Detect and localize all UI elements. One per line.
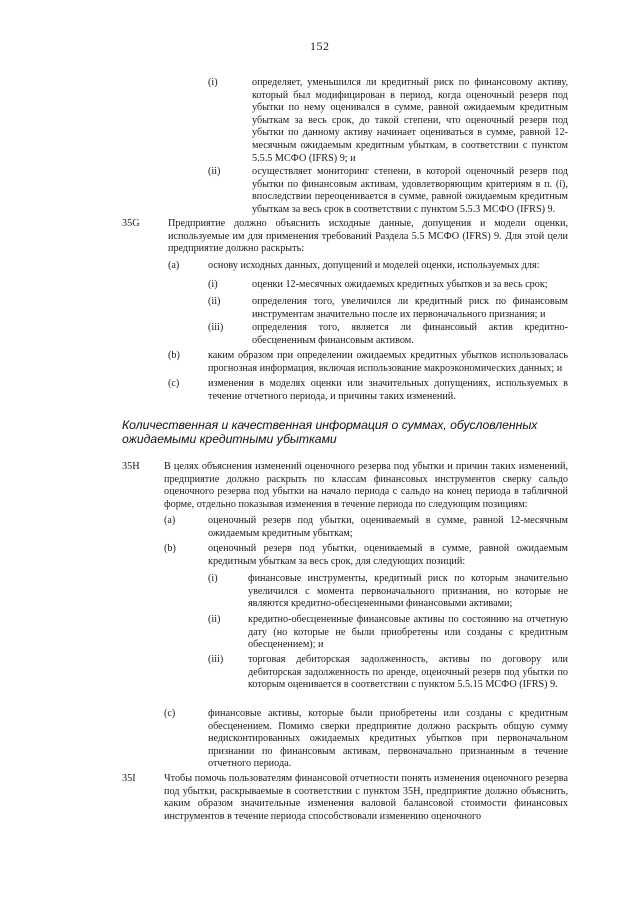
- list-item-text: торговая дебиторская задолженность, активы по договору или дебиторская задолженность по аренде, оценочный резерв под убытки по которым оценивается в соответствии с пунктом 5.5.15 МСФО (IFRS) 9.: [248, 654, 568, 691]
- list-marker: (i): [208, 573, 218, 584]
- paragraph-text: В целях объяснения изменений оценочного резерва под убытки и причин таких изменений, предприятие должно раскрыть по классам финансовых инструментов сверку сальдо оценочного резерва под убытки на начало периода с сальдо на конец периода в табличной форме, отдельно показывая изменения в течение периода по следующим позициям:: [164, 461, 568, 510]
- paragraph-text: Предприятие должно объяснить исходные данные, допущения и модели оценки, используемые им для применения требований Раздела 5.5 МСФО (IFRS) 9. Для этой цели предприятие должно раскрыть:: [168, 218, 568, 255]
- list-item-text: изменения в моделях оценки или значительных допущениях, используемых в течение отчетного периода, и причины таких изменений.: [208, 378, 568, 402]
- list-marker: (ii): [208, 614, 221, 625]
- list-item-text: кредитно-обесцененные финансовые активы по состоянию на отчетную дату (но которые не были приобретены или созданы с кредитным обесценением); и: [248, 614, 568, 651]
- paragraph-number: 35G: [122, 218, 140, 229]
- list-item-text: определяет, уменьшился ли кредитный риск по финансовому активу, который был модифицирован в период, когда оценочный резерв под убытки по нему оценивался в сумме, равной ожидаемым кредитным убыткам за весь срок, до такой степени, что оценочный резерв под убытки по данному активу начинает оцениваться в сумме, равной 12-месячным ожидаемым кредитным убыткам, в соответствии с пунктом 5.5.5 МСФО (IFRS) 9; и: [252, 77, 568, 164]
- list-item-text: осуществляет мониторинг степени, в которой оценочный резерв под убытки по финансовым активам, удовлетворяющим критериям в п. (i), впоследствии переоценивается в сумме, равной ожидаемым кредитным убыткам за весь срок в соответствии с пунктом 5.5.3 МСФО (IFRS) 9.: [252, 166, 568, 215]
- list-marker: (iii): [208, 322, 224, 333]
- list-item-text: определения того, является ли финансовый актив кредитно-обесцененным финансовым активом.: [252, 322, 568, 346]
- list-marker: (a): [164, 515, 176, 526]
- list-item-text: основу исходных данных, допущений и моделей оценки, используемых для:: [208, 260, 540, 271]
- section-heading: Количественная и качественная информация о суммах, обусловленных ожидаемыми кредитными убытками: [122, 418, 538, 446]
- list-item-text: финансовые инструменты, кредитный риск по которым значительно увеличился с момента первоначального признания, но которые не являются кредитно-обесцененными финансовыми активами;: [248, 573, 568, 610]
- list-marker: (ii): [208, 166, 221, 177]
- paragraph-number: 35I: [122, 773, 136, 784]
- list-marker: (b): [164, 543, 176, 554]
- paragraph-number: 35H: [122, 461, 140, 472]
- list-item-text: каким образом при определении ожидаемых кредитных убытков использовалась прогнозная информация, включая использование макроэкономических данных; и: [208, 350, 568, 374]
- list-marker: (i): [208, 279, 218, 290]
- paragraph-text: Чтобы помочь пользователям финансовой отчетности понять изменения оценочного резерва под убытки, раскрываемые в соответствии с пунктом 35H, предприятие должно объяснить, каким образом значительные изменения валовой балансовой стоимости финансовых инструментов в течение периода способствовали изменению оценочного: [164, 773, 568, 822]
- list-marker: (b): [168, 350, 180, 361]
- list-item-text: оценочный резерв под убытки, оцениваемый в сумме, равной 12-месячным ожидаемым кредитным убыткам;: [208, 515, 568, 539]
- list-item-text: оценки 12-месячных ожидаемых кредитных убытков и за весь срок;: [252, 279, 548, 290]
- list-item-text: оценочный резерв под убытки, оцениваемый в сумме, равной ожидаемым кредитным убыткам за весь срок, для следующих позиций:: [208, 543, 568, 567]
- list-marker: (c): [164, 708, 176, 719]
- list-marker: (i): [208, 77, 218, 88]
- list-item-text: финансовые активы, которые были приобретены или созданы с кредитным обесценением. Помимо сверки предприятие должно раскрыть общую сумму недисконтированных ожидаемых кредитных убытков при первоначальном признании по финансовым активам, первоначально признанным в течение отчетного периода.: [208, 708, 568, 770]
- list-marker: (c): [168, 378, 180, 389]
- list-marker: (iii): [208, 654, 224, 665]
- page-number: 152: [310, 39, 330, 53]
- list-marker: (a): [168, 260, 180, 271]
- list-item-text: определения того, увеличился ли кредитный риск по финансовым инструментам значительно после их первоначального признания; и: [252, 296, 568, 320]
- list-marker: (ii): [208, 296, 221, 307]
